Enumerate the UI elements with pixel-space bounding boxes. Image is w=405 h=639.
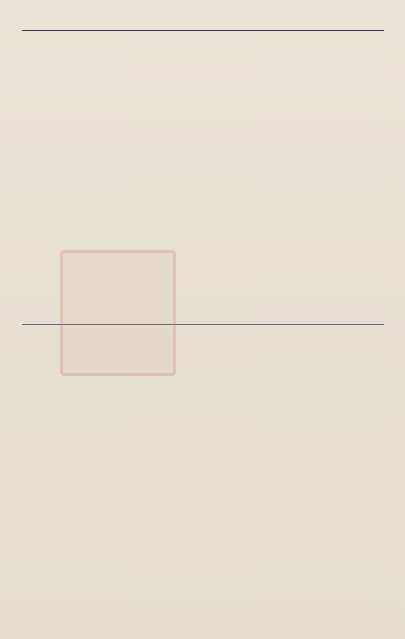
faded-seal-stamp bbox=[60, 250, 176, 376]
header-rule bbox=[22, 30, 384, 31]
